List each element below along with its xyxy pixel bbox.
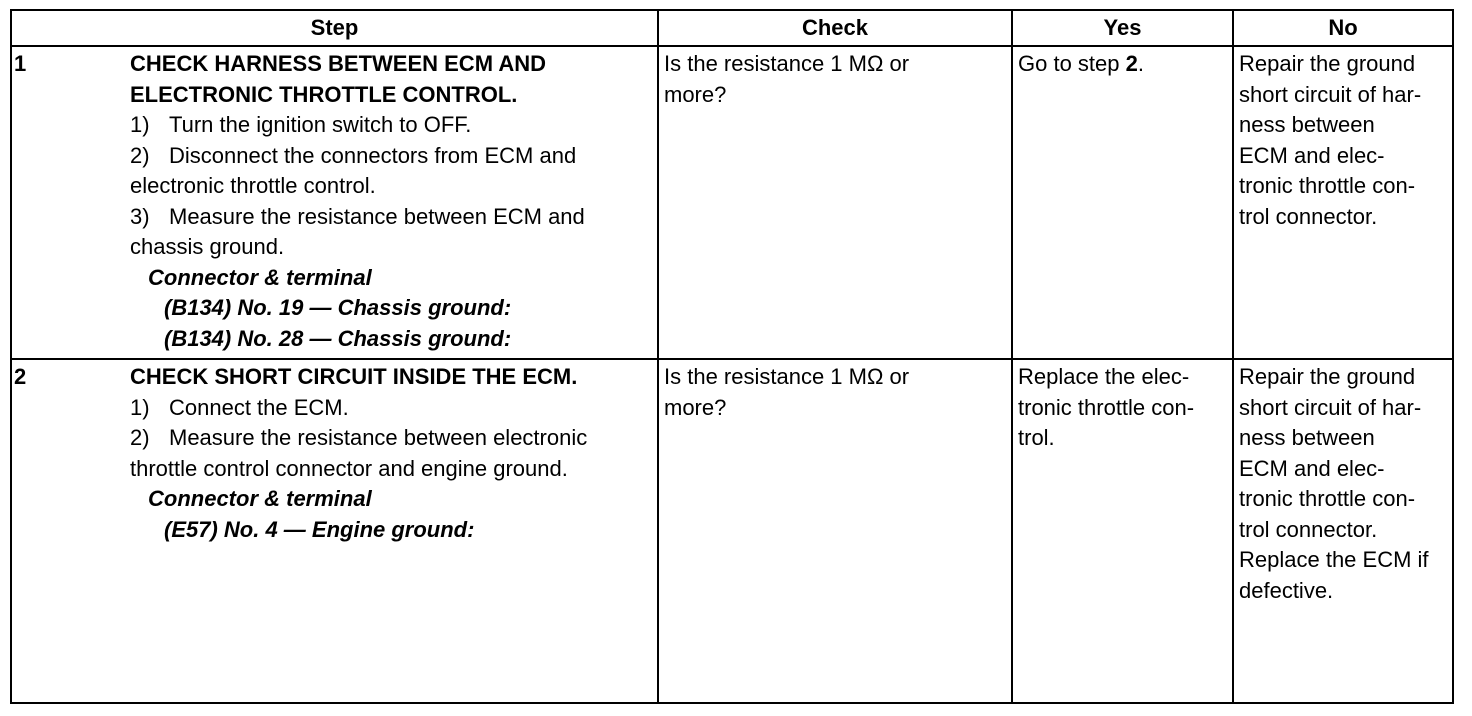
substep-number: 1): [130, 112, 150, 137]
header-check: Check: [658, 10, 1012, 46]
check-text-line: more?: [664, 81, 727, 107]
check-text-line: Is the resistance 1 MΩ or: [664, 364, 910, 389]
step-cell: [11, 46, 658, 359]
step-cell: [11, 359, 658, 703]
header-step: Step: [11, 10, 658, 46]
substep-text: Measure the resistance between ECM and: [169, 203, 585, 229]
no-text-line: tronic throttle con-: [1239, 173, 1416, 198]
terminal-spec: (B134) No. 19 — Chassis ground:: [164, 295, 512, 320]
no-text-line: Repair the ground: [1239, 51, 1416, 76]
connector-terminal-label: Connector & terminal: [148, 264, 372, 290]
check-text-line: more?: [664, 394, 727, 420]
check-cell: [658, 359, 1012, 703]
substep: [130, 423, 653, 454]
yes-cell: [1012, 46, 1233, 359]
diagnostic-table: [10, 9, 1454, 704]
no-text-line: short circuit of har-: [1239, 394, 1422, 420]
substep-text: Connect the ECM.: [169, 394, 349, 420]
step-number: 1: [14, 51, 27, 76]
step-title-line: CHECK SHORT CIRCUIT INSIDE THE ECM.: [130, 364, 578, 389]
substep-number: 2): [130, 142, 150, 168]
substep: [130, 141, 653, 172]
connector-terminal-label: Connector & terminal: [148, 486, 372, 511]
step-title-line: ELECTRONIC THROTTLE CONTROL.: [130, 81, 518, 107]
substep: [130, 393, 653, 424]
substep-number: 3): [130, 203, 150, 229]
substep: [130, 110, 653, 141]
no-text-line: short circuit of har-: [1239, 81, 1422, 107]
no-text-line: ECM and elec-: [1239, 142, 1385, 168]
substep-continuation: throttle control connector and engine ground.: [130, 455, 568, 481]
no-text-line: ness between: [1239, 425, 1375, 450]
step-body: [130, 362, 657, 545]
substep-text: Turn the ignition switch to OFF.: [169, 112, 472, 137]
no-cell: [1233, 46, 1453, 359]
no-text-line: Repair the ground: [1239, 364, 1416, 389]
no-text-line: trol connector.: [1239, 203, 1378, 229]
check-cell: [658, 46, 1012, 359]
substep-text: Disconnect the connectors from ECM and: [169, 142, 577, 168]
yes-text-line: tronic throttle con-: [1018, 394, 1195, 420]
header-row: [11, 10, 1453, 46]
substep-number: 2): [130, 425, 150, 450]
substep-continuation: chassis ground.: [130, 234, 285, 259]
diagnostic-table-container: [10, 9, 1454, 704]
substep-text: Measure the resistance between electronic: [169, 425, 588, 450]
yes-text: [1018, 49, 1228, 80]
no-text-line: Replace the ECM if: [1239, 547, 1429, 572]
yes-text-line: Replace the elec-: [1018, 364, 1190, 389]
yes-text-line: trol.: [1018, 425, 1055, 450]
no-text-line: ECM and elec-: [1239, 455, 1385, 481]
table-row: [11, 359, 1453, 703]
yes-cell: [1012, 359, 1233, 703]
header-no: No: [1233, 10, 1453, 46]
terminal-spec: (E57) No. 4 — Engine ground:: [164, 516, 475, 542]
check-text-line: Is the resistance 1 MΩ or: [664, 51, 910, 76]
terminal-spec: (B134) No. 28 — Chassis ground:: [164, 325, 512, 351]
no-text-line: tronic throttle con-: [1239, 486, 1416, 511]
substep-continuation: electronic throttle control.: [130, 173, 376, 198]
step-number: 2: [14, 364, 27, 389]
table-row: [11, 46, 1453, 359]
yes-suffix: .: [1137, 51, 1144, 76]
no-text-line: defective.: [1239, 577, 1334, 603]
yes-step-ref: 2: [1125, 51, 1138, 76]
no-text-line: trol connector.: [1239, 516, 1378, 542]
no-cell: [1233, 359, 1453, 703]
header-yes: Yes: [1012, 10, 1233, 46]
substep-number: 1): [130, 394, 150, 420]
step-title-line: CHECK HARNESS BETWEEN ECM AND: [130, 51, 546, 76]
yes-prefix: Go to step: [1018, 51, 1126, 76]
no-text-line: ness between: [1239, 112, 1375, 137]
step-body: [130, 49, 657, 354]
substep: [130, 202, 653, 233]
